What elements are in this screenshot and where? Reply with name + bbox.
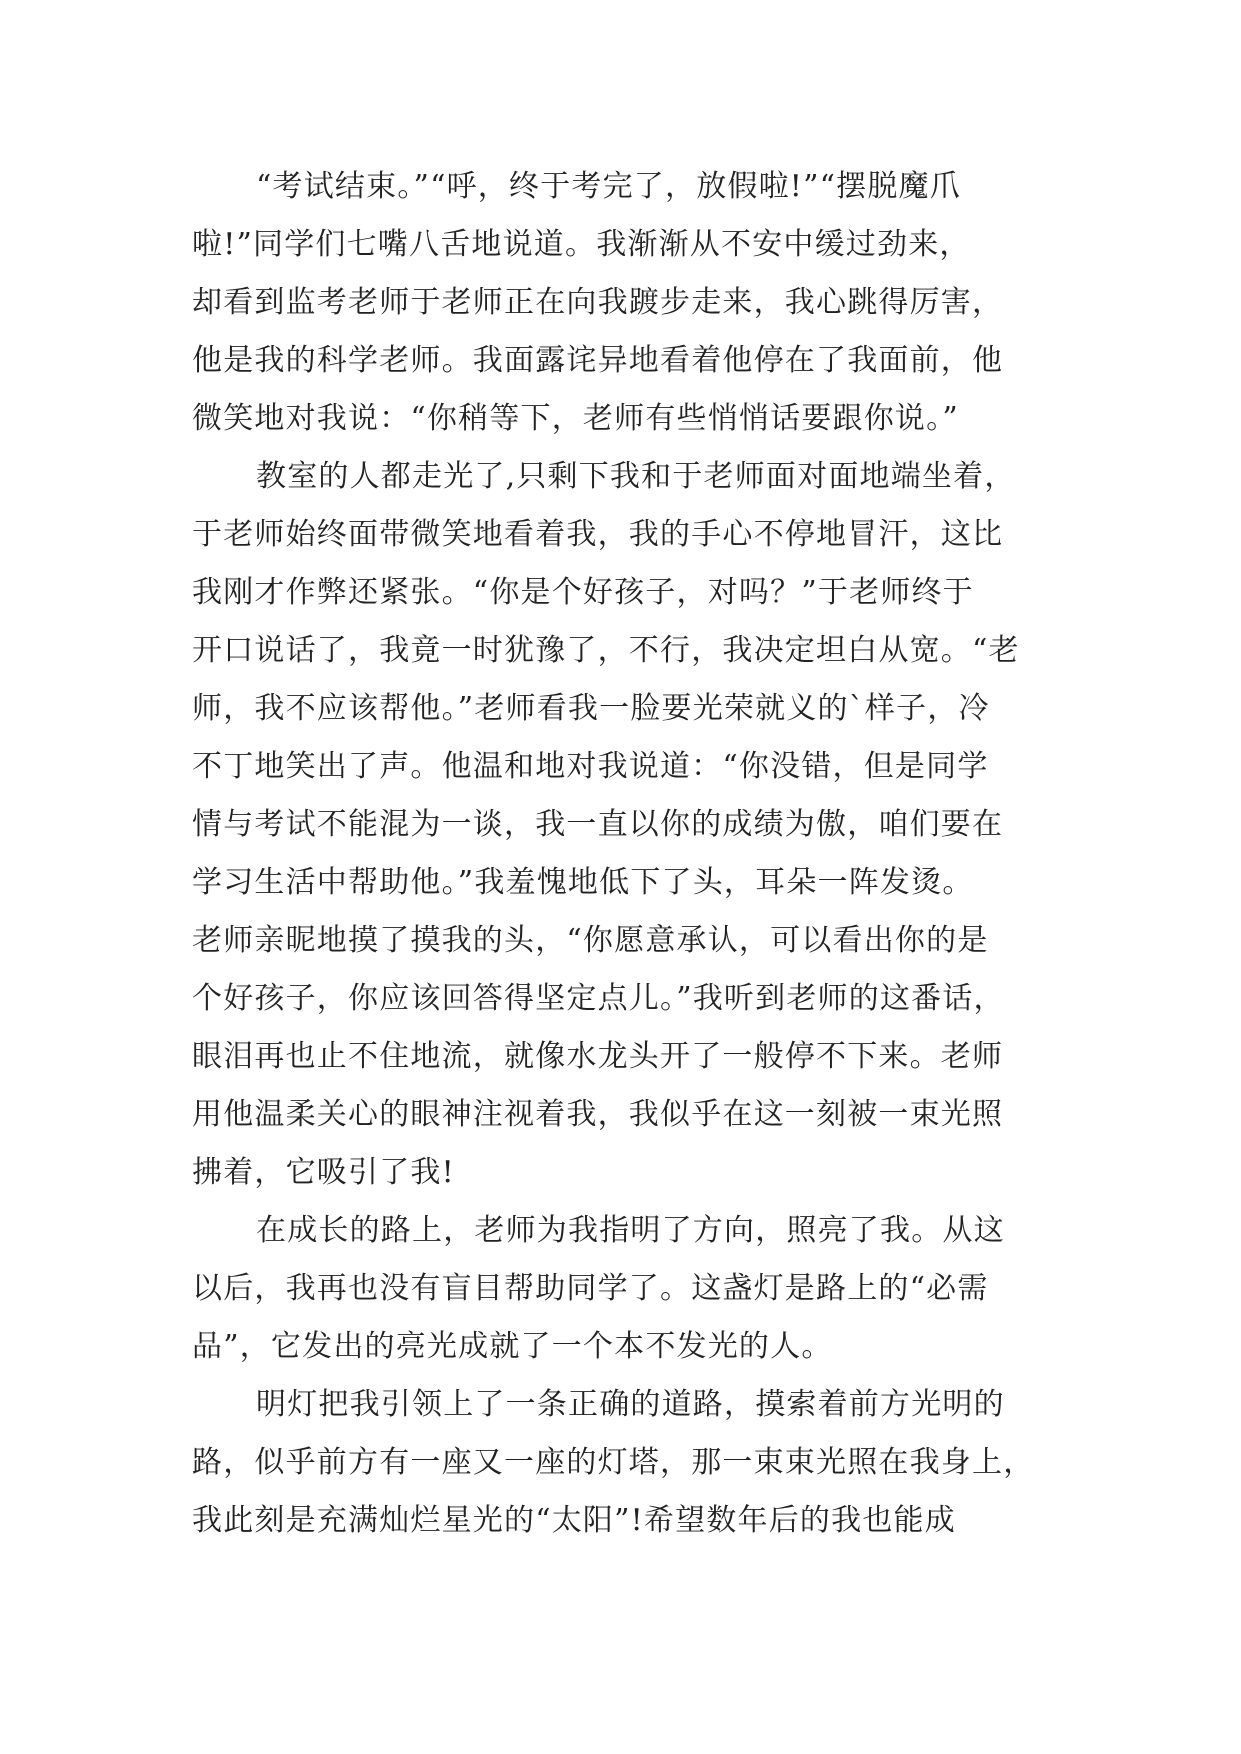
- text-line: 于老师始终面带微笑地看着我，我的手心不停地冒汗，这比: [192, 517, 1004, 552]
- text-line: 教室的人都走光了,只剩下我和于老师面对面地端坐着，: [256, 459, 1016, 494]
- paragraph-4: [192, 1376, 1052, 1550]
- text-line: 微笑地对我说：“你稍等下，老师有些悄悄话要跟你说。”: [192, 401, 959, 436]
- text-line: 师，我不应该帮他。”老师看我一脸要光荣就义的`样子，冷: [192, 691, 990, 726]
- text-line: 个好孩子，你应该回答得坚定点儿。”我听到老师的这番话，: [192, 981, 1005, 1016]
- text-line: 不丁地笑出了声。他温和地对我说道：“你没错，但是同学: [192, 749, 989, 784]
- text-line: 品”，它发出的亮光成就了一个本不发光的人。: [192, 1329, 833, 1364]
- text-line: 路，似乎前方有一座又一座的灯塔，那一束束光照在我身上，: [192, 1445, 1035, 1480]
- text-line: 我此刻是充满灿烂星光的“太阳”!希望数年后的我也能成: [192, 1503, 956, 1538]
- text-line: 用他温柔关心的眼神注视着我，我似乎在这一刻被一束光照: [192, 1097, 1004, 1132]
- document-body: [192, 158, 1052, 1550]
- paragraph-3: [192, 1202, 1052, 1376]
- text-line: 老师亲昵地摸了摸我的头，“你愿意承认，可以看出你的是: [192, 923, 989, 958]
- text-line: 眼泪再也止不住地流，就像水龙头开了一般停不下来。老师: [192, 1039, 1004, 1074]
- text-line: “考试结束。”“呼，终于考完了，放假啦!”“摆脱魔爪: [256, 169, 961, 204]
- text-line: 却看到监考老师于老师正在向我踱步走来，我心跳得厉害，: [192, 285, 1004, 320]
- text-line: 拂着，它吸引了我!: [192, 1155, 455, 1190]
- text-line: 啦!”同学们七嘴八舌地说道。我渐渐从不安中缓过劲来，: [192, 227, 971, 262]
- text-line: 他是我的科学老师。我面露诧异地看着他停在了我面前，他: [192, 343, 1004, 378]
- text-line: 我刚才作弊还紧张。“你是个好孩子，对吗？”于老师终于: [192, 575, 974, 610]
- text-line: 学习生活中帮助他。”我羞愧地低下了头，耳朵一阵发烫。: [192, 865, 974, 900]
- text-line: 开口说话了，我竟一时犹豫了，不行，我决定坦白从宽。“老: [192, 633, 1020, 668]
- text-line: 在成长的路上，老师为我指明了方向，照亮了我。从这: [256, 1213, 1005, 1248]
- text-line: 情与考试不能混为一谈，我一直以你的成绩为傲，咱们要在: [192, 807, 1004, 842]
- text-line: 明灯把我引领上了一条正确的道路，摸索着前方光明的: [256, 1387, 1005, 1422]
- paragraph-2: [192, 448, 1052, 1202]
- paragraph-1: [192, 158, 1052, 448]
- text-line: 以后，我再也没有盲目帮助同学了。这盏灯是路上的“必需: [192, 1271, 989, 1306]
